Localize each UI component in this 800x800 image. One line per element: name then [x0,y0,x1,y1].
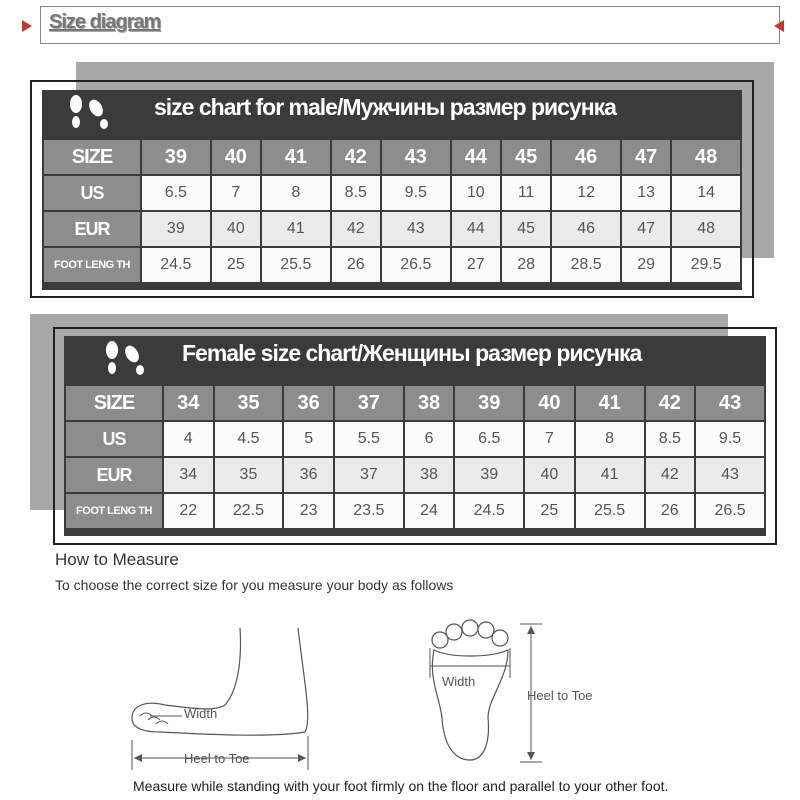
size-cell: 25.5 [576,494,644,528]
size-cell: 8 [262,176,330,210]
male-chart-header [42,90,742,136]
size-cell: 47 [622,140,670,174]
male-chart-title: size chart for male/Мужчины размер рисунка [154,94,616,120]
size-cell: 6 [405,422,454,456]
size-cell: 14 [672,176,740,210]
size-cell: 48 [672,212,740,246]
size-cell: 34 [164,458,213,492]
row-label: US [66,422,162,456]
size-cell: 46 [552,140,620,174]
sole-heel-to-toe-label: Heel to Toe [527,688,593,703]
size-cell: 28.5 [552,248,620,282]
size-cell: 40 [212,140,260,174]
how-to-measure-heading: How to Measure [55,550,179,569]
female-size-table [64,384,766,530]
sole-width-label: Width [442,674,476,689]
size-cell: 35 [215,458,283,492]
female-size-chart [64,336,766,536]
size-cell: 24.5 [142,248,210,282]
male-size-table [42,138,742,284]
side-heel-to-toe-label: Heel to Toe [184,751,250,766]
size-cell: 6.5 [455,422,523,456]
size-row [66,386,764,420]
size-cell: 36 [284,458,333,492]
size-cell: 29.5 [672,248,740,282]
size-cell: 34 [164,386,213,420]
size-cell: 26 [332,248,380,282]
size-row [44,176,740,210]
size-cell: 41 [262,140,330,174]
male-size-chart [42,90,742,290]
size-cell: 37 [335,458,403,492]
size-row [66,494,764,528]
left-arrow-icon [22,20,32,32]
size-cell: 7 [212,176,260,210]
size-cell: 25 [525,494,574,528]
size-cell: 11 [502,176,550,210]
size-cell: 25 [212,248,260,282]
row-label: SIZE [66,386,162,420]
size-cell: 45 [502,140,550,174]
measure-instruction: Measure while standing with your foot firmly on the floor and parallel to your other foot. [133,778,669,794]
size-diagram-banner [40,6,780,44]
size-cell: 25.5 [262,248,330,282]
size-cell: 35 [215,386,283,420]
size-cell: 12 [552,176,620,210]
size-cell: 38 [405,386,454,420]
row-label: FOOT LENG TH [66,494,162,528]
size-row [44,248,740,282]
size-cell: 8 [576,422,644,456]
size-cell: 46 [552,212,620,246]
how-to-measure-subheading: To choose the correct size for you measure your body as follows [55,577,454,593]
right-arrow-icon [774,20,784,32]
size-cell: 43 [696,386,764,420]
row-label: EUR [44,212,140,246]
size-cell: 45 [502,212,550,246]
size-cell: 41 [576,458,644,492]
row-label: SIZE [44,140,140,174]
female-chart-header [64,336,766,382]
size-cell: 40 [525,458,574,492]
side-foot-diagram [120,620,320,770]
size-cell: 22 [164,494,213,528]
size-cell: 9.5 [696,422,764,456]
female-chart-title: Female size chart/Женщины размер рисунка [182,340,642,366]
size-cell: 43 [696,458,764,492]
size-cell: 39 [142,212,210,246]
size-cell: 26.5 [382,248,450,282]
size-cell: 39 [142,140,210,174]
size-row [44,212,740,246]
size-cell: 43 [382,212,450,246]
size-cell: 8.5 [332,176,380,210]
size-cell: 5 [284,422,333,456]
size-cell: 44 [452,140,500,174]
size-cell: 26 [646,494,695,528]
size-row [66,422,764,456]
size-cell: 40 [525,386,574,420]
size-cell: 7 [525,422,574,456]
size-cell: 22.5 [215,494,283,528]
footprints-icon [100,340,150,376]
side-width-label: Width [184,706,218,721]
size-cell: 24.5 [455,494,523,528]
size-cell: 39 [455,458,523,492]
size-cell: 28 [502,248,550,282]
size-cell: 13 [622,176,670,210]
size-cell: 27 [452,248,500,282]
size-cell: 38 [405,458,454,492]
row-label: US [44,176,140,210]
size-cell: 9.5 [382,176,450,210]
size-cell: 43 [382,140,450,174]
size-cell: 41 [576,386,644,420]
size-cell: 23 [284,494,333,528]
row-label: FOOT LENG TH [44,248,140,282]
size-cell: 42 [332,212,380,246]
size-cell: 6.5 [142,176,210,210]
size-cell: 4 [164,422,213,456]
size-cell: 42 [332,140,380,174]
size-cell: 24 [405,494,454,528]
size-cell: 47 [622,212,670,246]
size-cell: 4.5 [215,422,283,456]
row-label: EUR [66,458,162,492]
size-cell: 42 [646,386,695,420]
size-cell: 23.5 [335,494,403,528]
size-cell: 44 [452,212,500,246]
size-row [66,458,764,492]
size-cell: 29 [622,248,670,282]
size-cell: 39 [455,386,523,420]
size-cell: 26.5 [696,494,764,528]
footprints-icon [64,94,114,130]
size-cell: 41 [262,212,330,246]
size-row [44,140,740,174]
size-cell: 5.5 [335,422,403,456]
size-cell: 37 [335,386,403,420]
banner-title: Size diagram [49,11,161,33]
size-cell: 48 [672,140,740,174]
size-cell: 10 [452,176,500,210]
size-cell: 36 [284,386,333,420]
size-cell: 42 [646,458,695,492]
size-cell: 8.5 [646,422,695,456]
size-cell: 40 [212,212,260,246]
